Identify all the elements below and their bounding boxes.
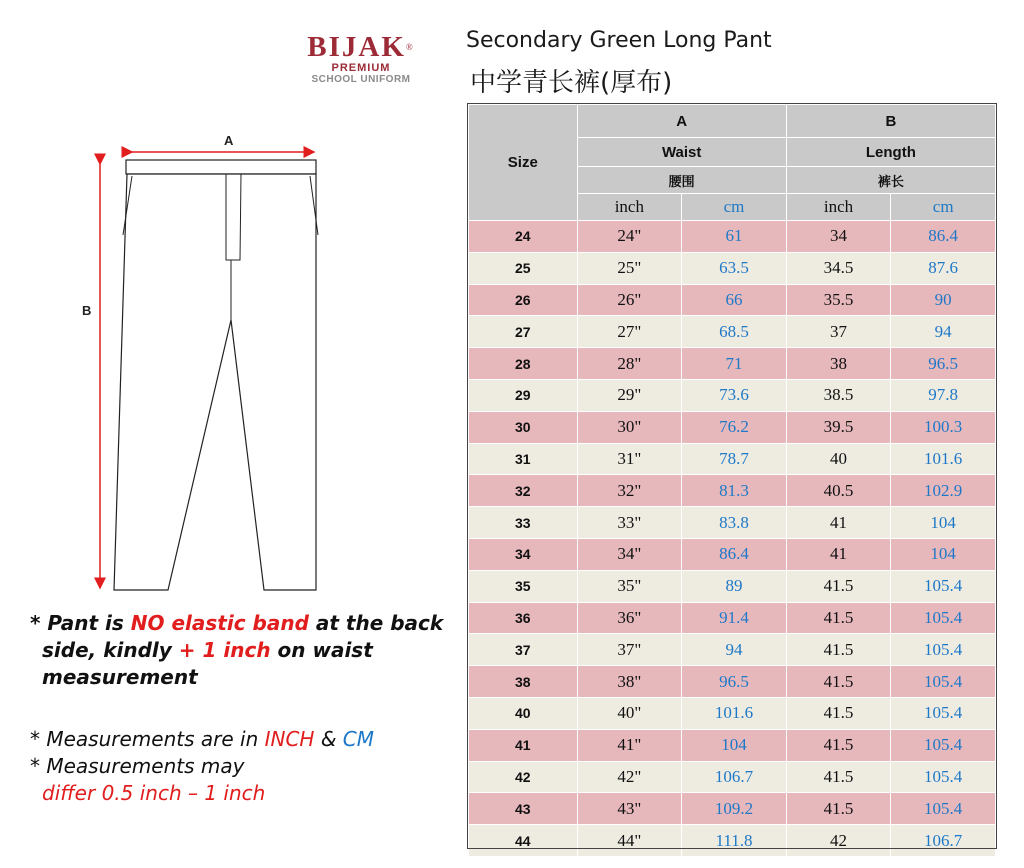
waist-inch-cell: 25" (577, 252, 682, 284)
unit-cm-header: cm (682, 194, 787, 221)
dimension-label-b: B (82, 303, 92, 318)
size-column-header: Size (469, 105, 578, 221)
length-cm-cell: 104 (891, 538, 996, 570)
note-text: * Measurements are in (30, 727, 265, 751)
size-cell: 44 (469, 825, 578, 857)
size-cell: 25 (469, 252, 578, 284)
logo-subtitle-text: SCHOOL UNIFORM (311, 74, 411, 85)
size-cell: 34 (469, 538, 578, 570)
length-cm-cell: 105.4 (891, 793, 996, 825)
table-row (469, 634, 996, 666)
waist-inch-cell: 34" (577, 538, 682, 570)
length-inch-cell: 41.5 (786, 729, 891, 761)
length-inch-cell: 41.5 (786, 602, 891, 634)
waist-header: Waist (577, 138, 786, 167)
waistband-shape (126, 160, 316, 174)
size-cell: 28 (469, 348, 578, 380)
measurement-notes (30, 726, 460, 807)
waist-inch-cell: 41" (577, 729, 682, 761)
length-inch-cell: 38 (786, 348, 891, 380)
length-cm-cell: 86.4 (891, 221, 996, 253)
table-row (469, 570, 996, 602)
length-inch-cell: 41 (786, 538, 891, 570)
waist-cm-cell: 73.6 (682, 379, 787, 411)
length-cm-cell: 105.4 (891, 761, 996, 793)
product-title-english: Secondary Green Long Pant (466, 28, 772, 53)
length-cm-cell: 105.4 (891, 666, 996, 698)
length-inch-cell: 41.5 (786, 793, 891, 825)
size-cell: 30 (469, 411, 578, 443)
length-cm-cell: 100.3 (891, 411, 996, 443)
waist-cm-cell: 101.6 (682, 697, 787, 729)
waist-cm-cell: 81.3 (682, 475, 787, 507)
size-cell: 31 (469, 443, 578, 475)
size-cell: 42 (469, 761, 578, 793)
length-cm-cell: 96.5 (891, 348, 996, 380)
waist-cm-cell: 106.7 (682, 761, 787, 793)
waist-cm-cell: 68.5 (682, 316, 787, 348)
waist-inch-cell: 26" (577, 284, 682, 316)
note-text: * Pant is (30, 611, 131, 635)
size-cell: 38 (469, 666, 578, 698)
waist-cm-cell: 89 (682, 570, 787, 602)
waist-inch-cell: 37" (577, 634, 682, 666)
unit-inch-header: inch (786, 194, 891, 221)
table-row (469, 825, 996, 857)
waist-cm-cell: 111.8 (682, 825, 787, 857)
pant-outline-illustration (70, 120, 350, 610)
table-row (469, 697, 996, 729)
length-cm-cell: 105.4 (891, 697, 996, 729)
size-cell: 41 (469, 729, 578, 761)
note-text: & (314, 727, 343, 751)
length-inch-cell: 34 (786, 221, 891, 253)
size-cell: 40 (469, 697, 578, 729)
waist-cm-cell: 83.8 (682, 507, 787, 539)
waist-cm-cell: 61 (682, 221, 787, 253)
length-inch-cell: 39.5 (786, 411, 891, 443)
waist-cm-cell: 96.5 (682, 666, 787, 698)
table-row (469, 443, 996, 475)
waist-inch-cell: 31" (577, 443, 682, 475)
length-inch-cell: 37 (786, 316, 891, 348)
size-rows (469, 221, 996, 857)
size-chart-table (468, 104, 996, 857)
pant-diagram (70, 120, 350, 610)
table-row (469, 507, 996, 539)
waist-cm-cell: 66 (682, 284, 787, 316)
note-highlight-red: + 1 inch (178, 638, 271, 662)
unit-cm-header: cm (891, 194, 996, 221)
table-row (469, 221, 996, 253)
size-cell: 36 (469, 602, 578, 634)
waist-inch-cell: 28" (577, 348, 682, 380)
logo-premium-text: PREMIUM (331, 62, 391, 74)
waist-cm-cell: 76.2 (682, 411, 787, 443)
table-row (469, 602, 996, 634)
table-row (469, 475, 996, 507)
length-inch-cell: 41.5 (786, 570, 891, 602)
waist-inch-cell: 29" (577, 379, 682, 411)
length-cm-cell: 105.4 (891, 634, 996, 666)
waist-inch-cell: 44" (577, 825, 682, 857)
unit-inch-highlight: INCH (264, 727, 315, 751)
length-header: Length (786, 138, 995, 167)
pant-body-shape (114, 174, 316, 590)
waist-inch-cell: 33" (577, 507, 682, 539)
waist-header-chinese: 腰围 (577, 167, 786, 194)
size-cell: 35 (469, 570, 578, 602)
dimension-label-a: A (224, 133, 234, 148)
waist-cm-cell: 104 (682, 729, 787, 761)
waist-inch-cell: 30" (577, 411, 682, 443)
length-inch-cell: 35.5 (786, 284, 891, 316)
waist-cm-cell: 63.5 (682, 252, 787, 284)
product-title-chinese: 中学青长裤(厚布) (470, 68, 673, 98)
unit-inch-header: inch (577, 194, 682, 221)
table-row (469, 316, 996, 348)
unit-cm-highlight: CM (342, 727, 375, 751)
waist-inch-cell: 40" (577, 697, 682, 729)
table-row (469, 411, 996, 443)
length-cm-cell: 105.4 (891, 729, 996, 761)
note-text: side, kindly (42, 638, 179, 662)
size-cell: 33 (469, 507, 578, 539)
length-cm-cell: 105.4 (891, 570, 996, 602)
waist-inch-cell: 38" (577, 666, 682, 698)
size-cell: 32 (469, 475, 578, 507)
length-cm-cell: 94 (891, 316, 996, 348)
size-cell: 26 (469, 284, 578, 316)
length-cm-cell: 97.8 (891, 379, 996, 411)
length-inch-cell: 42 (786, 825, 891, 857)
waist-inch-cell: 32" (577, 475, 682, 507)
length-inch-cell: 34.5 (786, 252, 891, 284)
length-inch-cell: 41.5 (786, 634, 891, 666)
length-cm-cell: 106.7 (891, 825, 996, 857)
table-row (469, 761, 996, 793)
size-cell: 27 (469, 316, 578, 348)
length-header-chinese: 裤长 (786, 167, 995, 194)
table-row (469, 348, 996, 380)
logo-brand-text: BIJAK (307, 31, 406, 63)
length-cm-cell: 105.4 (891, 602, 996, 634)
length-cm-cell: 104 (891, 507, 996, 539)
table-row (469, 729, 996, 761)
length-cm-cell: 87.6 (891, 252, 996, 284)
length-inch-cell: 41 (786, 507, 891, 539)
column-b-header: B (786, 105, 995, 138)
waist-cm-cell: 109.2 (682, 793, 787, 825)
waist-cm-cell: 94 (682, 634, 787, 666)
elastic-band-note (30, 610, 460, 691)
length-cm-cell: 102.9 (891, 475, 996, 507)
note-text: * Measurements may (30, 754, 245, 778)
table-row (469, 793, 996, 825)
waist-cm-cell: 71 (682, 348, 787, 380)
size-cell: 29 (469, 379, 578, 411)
waist-cm-cell: 78.7 (682, 443, 787, 475)
note-highlight-red: NO elastic band (130, 611, 309, 635)
length-cm-cell: 90 (891, 284, 996, 316)
table-row (469, 538, 996, 570)
note-text: measurement (42, 665, 198, 689)
table-row (469, 252, 996, 284)
length-inch-cell: 38.5 (786, 379, 891, 411)
note-highlight-red: differ 0.5 inch – 1 inch (42, 781, 266, 805)
waist-inch-cell: 27" (577, 316, 682, 348)
waist-inch-cell: 43" (577, 793, 682, 825)
brand-logo (296, 32, 426, 86)
waist-inch-cell: 36" (577, 602, 682, 634)
waist-inch-cell: 35" (577, 570, 682, 602)
length-inch-cell: 40.5 (786, 475, 891, 507)
size-cell: 37 (469, 634, 578, 666)
length-inch-cell: 41.5 (786, 697, 891, 729)
waist-inch-cell: 24" (577, 221, 682, 253)
length-inch-cell: 41.5 (786, 666, 891, 698)
note-text: on waist (270, 638, 373, 662)
length-cm-cell: 101.6 (891, 443, 996, 475)
table-row (469, 666, 996, 698)
registered-mark: ® (405, 42, 415, 52)
table-row (469, 284, 996, 316)
size-cell: 24 (469, 221, 578, 253)
note-text: at the back (308, 611, 444, 635)
length-inch-cell: 40 (786, 443, 891, 475)
waist-cm-cell: 86.4 (682, 538, 787, 570)
length-inch-cell: 41.5 (786, 761, 891, 793)
table-row (469, 379, 996, 411)
waist-cm-cell: 91.4 (682, 602, 787, 634)
column-a-header: A (577, 105, 786, 138)
size-cell: 43 (469, 793, 578, 825)
waist-inch-cell: 42" (577, 761, 682, 793)
